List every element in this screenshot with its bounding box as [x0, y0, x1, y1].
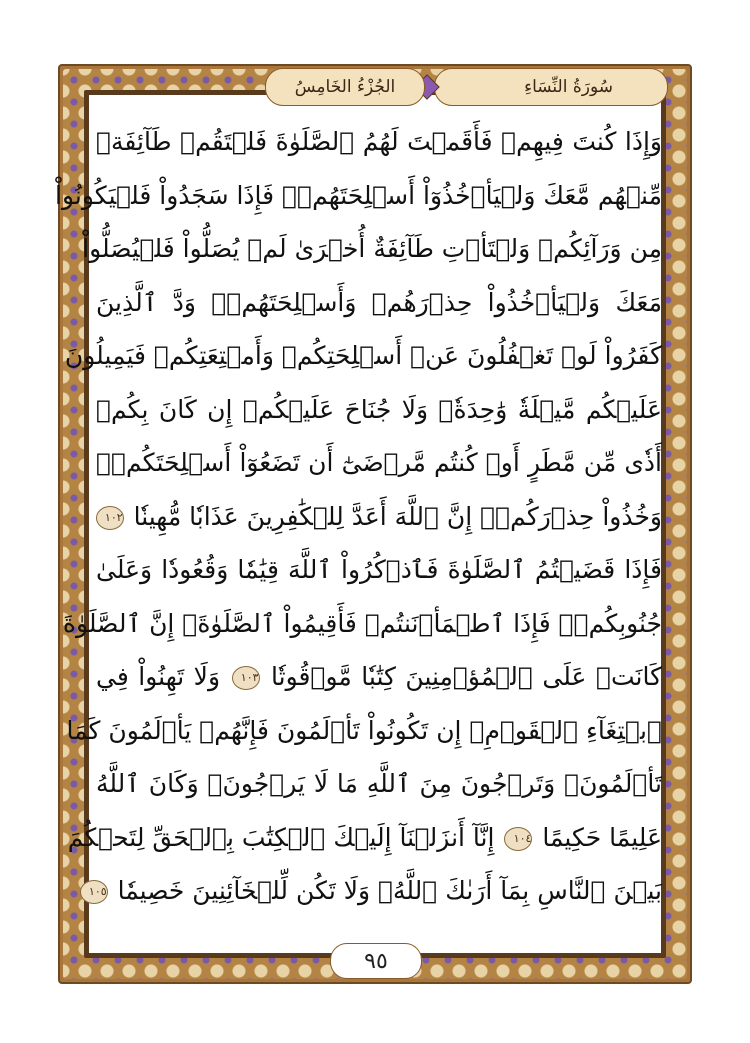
text-line: [96, 118, 662, 166]
text-line: [64, 332, 662, 380]
surah-header: [434, 68, 668, 106]
surah-title: سُورَةُ النِّسَاءِ: [524, 77, 613, 97]
verse-text: إِنَّآ أَنزَلۡنَآ إِلَيۡكَ ٱلۡكِتَٰبَ بِٱلۡحَقِّ لِتَحۡكُمَ: [67, 822, 495, 852]
juz-title: الجُزْءُ الخَامِسُ: [294, 77, 396, 97]
quran-text-block: [55, 118, 662, 923]
text-line: [96, 386, 662, 434]
text-line: [88, 867, 662, 915]
verse-text: ٱبۡتِغَآءِ ٱلۡقَوۡمِۖ إِن تَكُونُواْ تَأۡلَمُونَ فَإِنَّهُمۡ يَأۡلَمُونَ كَمَا: [66, 715, 662, 745]
text-line: [96, 546, 662, 594]
verse-text: بَيۡنَ ٱلنَّاسِ بِمَآ أَرَىٰكَ ٱللَّهُۚ وَلَا تَكُن لِّلۡخَآئِنِينَ خَصِيمٗا: [117, 876, 662, 905]
ayah-number-marker: ١٠٥: [80, 880, 108, 904]
text-line: [96, 493, 662, 541]
verse-text: كَفَرُواْ لَوۡ تَغۡفُلُونَ عَنۡ أَسۡلِحَتِكُمۡ وَأَمۡتِعَتِكُمۡ فَيَمِيلُونَ: [64, 341, 662, 370]
text-line: [96, 653, 662, 701]
text-line: [82, 225, 662, 273]
text-line: [96, 439, 662, 487]
verse-text: مِن وَرَآئِكُمۡ وَلۡتَأۡتِ طَآئِفَةٌ أُخۡرَىٰ لَمۡ يُصَلُّواْ فَلۡيُصَلُّواْ: [82, 234, 662, 263]
verse-text: جُنُوبِكُمۡۚ فَإِذَا ٱطۡمَأۡنَنتُمۡ فَأَقِيمُواْ ٱلصَّلَوٰةَۚ إِنَّ ٱلصَّلَوٰةَ: [62, 608, 662, 638]
page-number: ٩٥: [330, 943, 422, 979]
text-line: [67, 814, 662, 862]
verse-text: وَلَا تَهِنُواْ فِي: [96, 662, 221, 691]
verse-text: تَأۡلَمُونَۖ وَتَرۡجُونَ مِنَ ٱللَّهِ مَا لَا يَرۡجُونَۗ وَكَانَ ٱللَّهُ: [96, 769, 662, 798]
ayah-number-marker: ١٠٣: [232, 666, 260, 690]
verse-text: عَلَيۡكُم مَّيۡلَةٗ وَٰحِدَةٗۚ وَلَا جُنَاحَ عَلَيۡكُمۡ إِن كَانَ بِكُمۡ: [96, 394, 662, 424]
text-line: [66, 707, 662, 755]
juz-header: [265, 68, 425, 106]
verse-text: وَخُذُواْ حِذۡرَكُمۡۗ إِنَّ ٱللَّهَ أَعَدَّ لِلۡكَٰفِرِينَ عَذَابٗا مُّهِينٗا: [133, 501, 662, 531]
ayah-number-marker: ١٠٢: [96, 506, 124, 530]
verse-text: مَعَكَ وَلۡيَأۡخُذُواْ حِذۡرَهُمۡ وَأَسۡلِحَتَهُمۡۗ وَدَّ ٱلَّذِينَ: [96, 287, 662, 317]
text-line: [96, 760, 662, 808]
verse-text: أَذٗى مِّن مَّطَرٍ أَوۡ كُنتُم مَّرۡضَىٰٓ أَن تَضَعُوٓاْ أَسۡلِحَتَكُمۡۖ: [96, 448, 662, 477]
text-line: [55, 172, 662, 220]
verse-text: مِّنۡهُم مَّعَكَ وَلۡيَأۡخُذُوٓاْ أَسۡلِحَتَهُمۡۖ فَإِذَا سَجَدُواْ فَلۡيَكُونُواْ: [55, 180, 662, 210]
verse-text: فَإِذَا قَضَيۡتُمُ ٱلصَّلَوٰةَ فَٱذۡكُرُواْ ٱللَّهَ قِيَٰمٗا وَقُعُودٗا وَعَلَىٰ: [96, 555, 662, 584]
verse-text: عَلِيمًا حَكِيمًا: [542, 822, 662, 852]
text-line: [62, 600, 662, 648]
verse-text: وَإِذَا كُنتَ فِيهِمۡ فَأَقَمۡتَ لَهُمُ ٱلصَّلَوٰةَ فَلۡتَقُمۡ طَآئِفَةٞ: [96, 127, 662, 156]
verse-text: كَانَتۡ عَلَى ٱلۡمُؤۡمِنِينَ كِتَٰبٗا مَّوۡقُوتٗا: [271, 662, 662, 691]
ayah-number-marker: ١٠٤: [504, 827, 532, 851]
text-line: [96, 279, 662, 327]
